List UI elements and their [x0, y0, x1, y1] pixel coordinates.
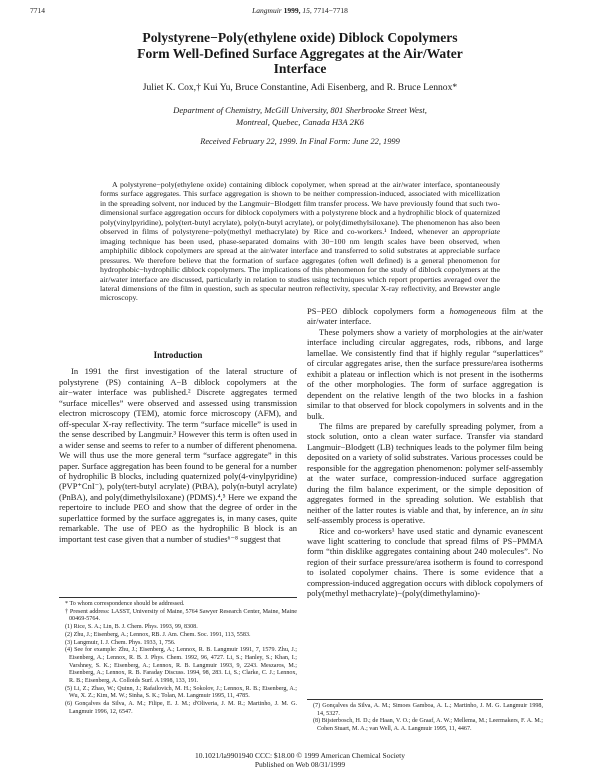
abstract-part-1: A polystyrene−poly(ethylene oxide) containing diblock copolymer, when spread at the air/water interface, spontaneously forms surface aggregates. This surface aggregation is shown to be neither compression-induced, associated with micellization in the spreading solvent, nor induced by the Langmuir−Blodgett film transfer process. We have previously found that such two-dimensional surface aggregation occurs for diblock copolymers with a polystyrene block and a hydrophilic block of quaternized poly(vinylpyridine), poly(tert-butyl acrylate), poly(n-butyl acrylate), or poly(dimethylsiloxane). The phenomenon has also been observed in films of polystyrene−poly(methyl methacrylate) by Rice and co-workers.¹ Indeed, whenever an: [100, 180, 500, 237]
right-paragraph-2: [307, 421, 543, 526]
running-header: [30, 6, 570, 18]
footnote: (3) Langmuir, I. J. Chem. Phys. 1933, 1, 756.: [65, 639, 176, 646]
footnote: (4) See for example: Zhu, J.; Eisenberg, A.; Lennox, R. B. Langmuir 1991, 7, 1579. Zhu, J.; Eisenberg, A.; Lennox, R. B. J. Phys. Chem. 1992, 96, 4727. Li, S.; Hanley, S.; Khan, I.; Varshney, S. K.; Eisenberg, A.; Lennox, R. B. Langmuir 1993, 9, 2243. Meszaros, M.; Eisenberg, A.; Lennox, R. B. Faraday Discuss. 1994, 98, 283. Li, S.; Clarke, C. J.; Lennox, R. B.; Eisenberg, A. Colloids Surf. A 1998, 133, 191.: [65, 647, 297, 685]
right-p0-end: film at the air/water interface.: [307, 306, 543, 327]
journal-citation: [30, 6, 570, 15]
abstract: [100, 180, 500, 303]
title-line-3: Interface: [273, 61, 327, 76]
right-column: [307, 306, 543, 599]
received-dates: Received February 22, 1999. In Final Form: June 22, 1999: [200, 137, 400, 146]
left-column: [59, 350, 297, 544]
footnotes-left: [59, 601, 297, 717]
publication-date: Published on Web 08/31/1999: [254, 759, 346, 769]
affiliation-line-1: Department of Chemistry, McGill University, 801 Sherbrooke Street West,: [173, 105, 427, 115]
right-p2-start: The films are prepared by carefully spreading polymer, from a stock solution, onto a clean water surface. Transfer via standard Langmuir−Blodgett (LB) techniques leads to the polymer film being deposited on a variety of solid substrates. Various processes could be responsible for the aggregation phenomenon: polymer self-assembly at the water surface, compression-induced surface aggregation during the film balance experiment, or the simple deposition of aggregates formed in the spreading solution. We establish that neither of the latter routes is viable and that, by inference, an: [307, 420, 543, 515]
journal-year: 1999,: [283, 6, 301, 15]
footnote: (5) Li, Z.; Zhao, W.; Quinn, J.; Rafailovich, M. H.; Sokolov, J.; Lennox, R. B.; Eisenberg, A.; Wu, X. Z.; Kim, M. W.; Sinha, S. K.; Tolan, M. Langmuir 1995, 11, 4785.: [65, 685, 297, 700]
footnote: (8) Bijsterbosch, H. D.; de Haan, V. O.; de Graaf, A. W.; Mellema, M.; Leermakers, F. A. M.; Cohen Stuart, M. A.; van Well, A. A. Langmuir 1995, 11, 4467.: [313, 718, 543, 733]
journal-name: Langmuir: [252, 6, 282, 15]
intro-paragraph-1: In 1991 the first investigation of the lateral structure of polystyrene (PS) containing A−B diblock copolymers at the air−water interface was published.² Discrete aggregates termed “surface micelles” were observed and assessed using transmission electron microscopy (TEM), atomic force microscopy (AFM), and off-specular X-ray reflectivity. The term “surface micelle” is used in the sense described by Langmuir.³ However this term is often used in a wider sense and seems to refer to a number of different phenomena. We will thus use the more general term “surface aggregate” in this paper. Surface aggregation has been found to be general for a number of hydrophilic B blocks, including quaternized poly(4-vinylpyridine) (PVP⁺CnI⁻), poly(tert-butyl acrylate) (PtBA), poly(n-butyl acrylate) (PnBA), and poly(dimethylsiloxane) (PDMS).⁴,⁵ Here we expand the repertoire to include PEO and show that the degree of order in the superlattice formed by the surface aggregates is, in many cases, quite remarkable. The use of PEO as the hydrophilic B block is an important test case given that a number of studies⁶⁻⁸ suggest that: [59, 366, 297, 544]
right-p2-italic: in situ: [521, 504, 543, 515]
section-heading-introduction: Introduction: [153, 350, 203, 360]
right-p0-italic: homogeneous: [449, 306, 497, 316]
author-list: Juliet K. Cox,† Kui Yu, Bruce Constantine, Adi Eisenberg, and R. Bruce Lennox*: [142, 82, 458, 93]
page-number: 7714: [30, 6, 45, 15]
footnote: * To whom correspondence should be addressed.: [65, 601, 185, 607]
footnote: † Present address: LASST, University of Maine, 5764 Sawyer Research Center, Maine, Maine 00469-5764.: [65, 608, 297, 623]
footnote: (1) Rice, S. A.; Lin, B. J. Chem. Phys. 1993, 99, 8308.: [65, 624, 198, 631]
right-paragraph-3: Rice and co-workers¹ have used static and dynamic evanescent wave light scattering to conclude that spread films of PS−PMMA form “thin disklike aggregates containing about 240 molecules”. No region of their surface pressure/area isotherm is found to correspond to isolated copolymer chains. There is some evidence that a compression-induced aggregation occurs with diblock copolymers of poly(methyl methacrylate)−(poly(dimethylamino)-: [307, 525, 543, 599]
right-p0-start: PS−PEO diblock copolymers form a: [307, 306, 450, 316]
footnotes-right: [307, 703, 543, 734]
affiliation: [60, 105, 540, 128]
title-line-1: Polystyrene−Poly(ethylene oxide) Diblock Copolymers: [142, 30, 458, 45]
abstract-italic-word: appropriate: [463, 227, 500, 237]
footnote: (6) Gonçalves da Silva, A. M.; Filipe, E. J. M.; d'Oliveria, J. M. R.; Martinho, J. M. G. Langmuir 1996, 12, 6547.: [65, 701, 297, 715]
journal-volume: 15,: [302, 6, 312, 15]
footnote: (2) Zhu, J.; Eisenberg, A.; Lennox, RB. J. Am. Chem. Soc. 1991, 113, 5583.: [65, 631, 251, 638]
footnote-rule-right: [307, 699, 543, 700]
affiliation-line-2: Montreal, Quebec, Canada H3A 2K6: [236, 116, 364, 127]
title-line-2: Form Well-Defined Surface Aggregates at the Air/Water: [137, 45, 463, 61]
journal-pages: 7714−7718: [313, 6, 348, 15]
abstract-part-2: imaging technique has been used, phase-separated domains with 30−100 nm length scales have been observed, when amphiphilic diblock copolymers are spread at the air/water interface and transferred to solid substrates at appreciable surface pressures. We therefore believe that the formation of surface aggregates (often well defined) is a general phenomenon for hydrophobic−hydrophilic diblock copolymers. The implications of this phenomenon for the study of diblock copolymers at the air/water interface are discussed, particularly in relation to studies using techniques which report properties averaged over the lateral dimensions of the film in question, such as specular neutron reflectivity, specular X-ray reflectivity, and Brewster angle microscopy.: [100, 236, 500, 303]
doi-copyright: 10.1021/la9901940 CCC: $18.00 © 1999 American Chemical Society: [194, 751, 406, 760]
page-footer: [100, 752, 500, 770]
right-p2-end: self-assembly process is operative.: [307, 515, 426, 526]
article-title: [80, 30, 520, 77]
footnote-rule-left: [59, 597, 297, 598]
footnote: (7) Gonçalves da Silva, A. M.; Simoes Gamboa, A. L.; Martinho, J. M. G. Langmuir 1998, 14, 5327.: [313, 703, 543, 717]
right-paragraph-1: These polymers show a variety of morphologies at the air/water interface including circular aggregates, rods, ribbons, and large lamellae. We consistently find that if highly regular “superlattices” of circular aggregates arise, then the surface pressure/area isotherms exhibit a plateau or inflection which is not present in the isotherms of the other morphologies. The form of surface aggregation is dependent on the relative length of the two blocks in a fashion similar to that observed for block copolymers in solvents and in the bulk.: [307, 326, 543, 421]
right-paragraph-0: [307, 306, 543, 327]
